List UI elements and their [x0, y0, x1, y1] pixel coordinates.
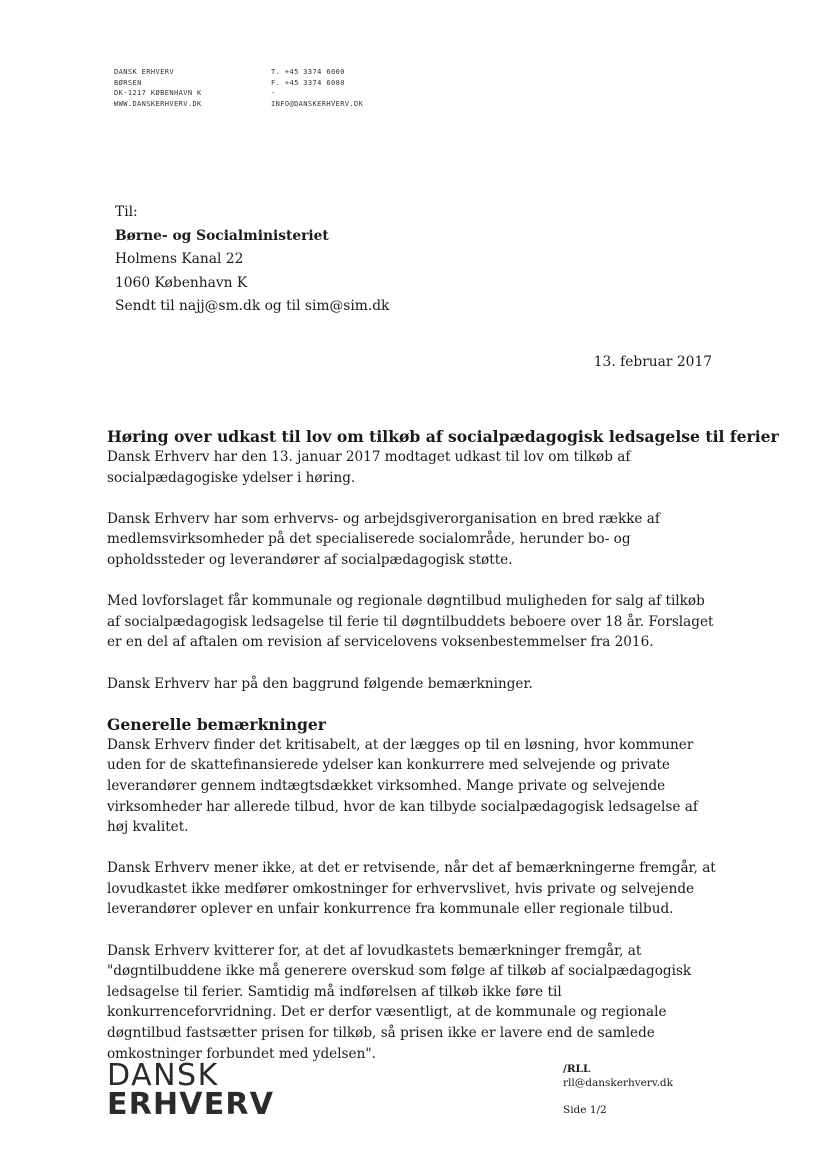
- recipient-city: 1060 København K: [115, 274, 248, 291]
- recipient-label: Til:: [115, 204, 138, 220]
- page-number: Side 1/2: [563, 1104, 607, 1116]
- dansk-erhverv-logo: [107, 1058, 275, 1122]
- letter-title: Høring over udkast til lov om tilkøb af socialpædagogisk ledsagelse til ferier: [107, 427, 779, 446]
- logo-line-2: ERHVERV: [107, 1087, 275, 1122]
- paragraph-remarks-intro: Dansk Erhverv har på den baggrund følgende bemærkninger.: [107, 675, 533, 692]
- letterhead-phone: T. +45 3374 6000: [271, 68, 345, 76]
- recipient-block: [115, 201, 389, 319]
- letterhead-email: INFO@DANSKERHVERV.DK: [271, 99, 364, 108]
- signature-initials: /RLL: [563, 1063, 591, 1075]
- recipient-sent-to: Sendt til najj@sm.dk og til sim@sim.dk: [115, 298, 390, 314]
- paragraph-organization: Dansk Erhverv har som erhvervs- og arbejdsgiverorganisation en bred række af medlemsvirksomheder på det specialiserede socialområde, herunder bo- og opholdssteder og leverandører af socialpædagogisk støtte.: [107, 510, 660, 568]
- letter-date: 13. februar 2017: [593, 354, 712, 370]
- letterhead-org: DANSK ERHVERV: [114, 68, 174, 76]
- signature-block: [563, 1062, 673, 1090]
- letterhead-building: BØRSEN: [114, 78, 142, 87]
- paragraph-intro: Dansk Erhverv har den 13. januar 2017 modtaget udkast til lov om tilkøb af socialpædagogiske ydelser i høring.: [107, 449, 631, 486]
- recipient-street: Holmens Kanal 22: [115, 251, 244, 267]
- paragraph-criticism: Dansk Erhverv finder det kritisabelt, at der lægges op til en løsning, hvor kommuner uden for de skattefinansierede ydelser kan konkurrere med selvejende og private leverandører gennem indtægtsdækket virksomhed. Mange private og selvejende virksomheder har allerede tilbud, hvor de kan tilbyde socialpædagogisk ledsagelse af høj kvalitet.: [107, 736, 698, 836]
- letterhead-fax: F. +45 3374 6080: [271, 78, 345, 87]
- letter-body: [107, 427, 779, 1085]
- letterhead-website: WWW.DANSKERHVERV.DK: [114, 99, 202, 108]
- letterhead-postal: DK-1217 KØBENHAVN K: [114, 89, 202, 97]
- paragraph-quote: Dansk Erhverv kvitterer for, at det af lovudkastets bemærkninger fremgår, at "døgntilbuddene ikke må generere overskud som følge af tilkøb af socialpædagogisk ledsagelse til ferier. Samtidig må indførelsen af tilkøb ikke føre til konkurrenceforvridning. Det er derfor væsentligt, at de kommunale og regionale døgntilbud fastsætter prisen for tilkøb, så prisen ikke er lavere end de samlede omkostninger forbundet med ydelsen".: [107, 942, 692, 1062]
- letterhead-dash: -: [271, 89, 276, 97]
- paragraph-proposal: Med lovforslaget får kommunale og regionale døgntilbud muligheden for salg af tilkøb af socialpædagogisk ledsagelse til ferie til døgntilbuddets beboere over 18 år. Forslaget er en del af aftalen om revision af servicelovens voksenbestemmelser fra 2016.: [107, 593, 714, 651]
- logo-line-1: DANSK: [107, 1058, 219, 1093]
- letterhead-contact: [271, 67, 363, 109]
- section-heading: Generelle bemærkninger: [107, 714, 327, 734]
- signature-email: rll@danskerhverv.dk: [563, 1077, 673, 1089]
- recipient-name: Børne- og Socialministeriet: [115, 227, 329, 244]
- paragraph-costs: Dansk Erhverv mener ikke, at det er retvisende, når det af bemærkningerne fremgår, at lovudkastet ikke medfører omkostninger for erhvervslivet, hvis private og selvejende leverandører oplever en unfair konkurrence fra kommunale eller regionale tilbud.: [107, 860, 716, 918]
- letterhead-address: [114, 67, 202, 109]
